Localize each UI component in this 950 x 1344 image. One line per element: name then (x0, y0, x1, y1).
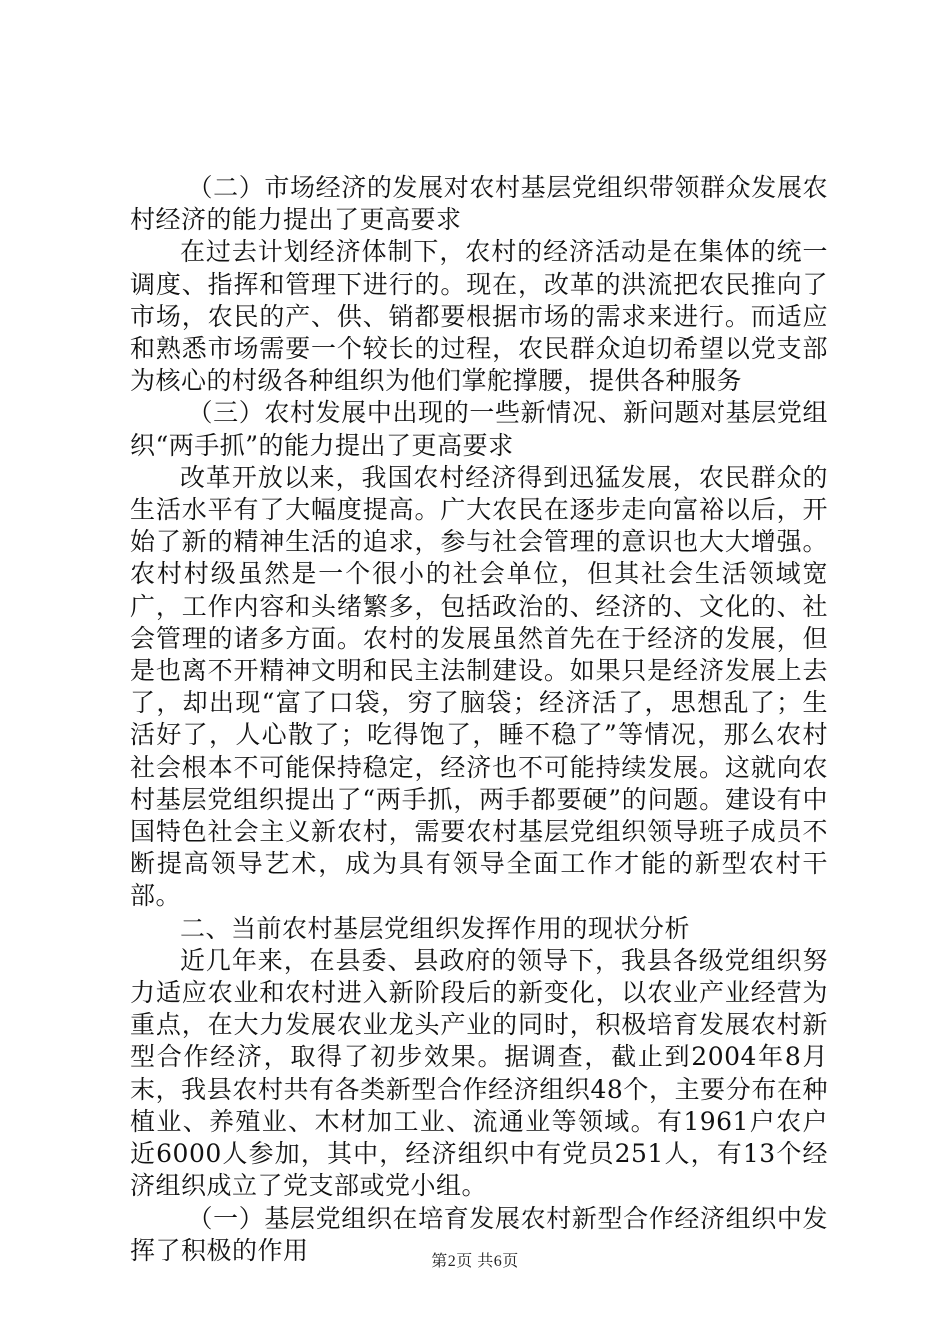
paragraph-recent-years: 近几年来，在县委、县政府的领导下，我县各级党组织努力适应农业和农村进入新阶段后的新变化，以农业产业经营为重点，在大力发展农业龙头产业的同时，积极培育发展农村新型合作经济，取得了初步效果。据调查，截止到2004年8月末，我县农村共有各类新型合作经济组织48个，主要分布在种植业、养殖业、木材加工业、流通业等领域。有1961户农户近6000人参加，其中，经济组织中有党员251人，有13个经济组织成立了党支部或党小组。 (130, 945, 828, 1201)
section-heading-positive-role: （一）基层党组织在培育发展农村新型合作经济组织中发挥了积极的作用 (130, 1203, 828, 1265)
page-footer: 第2页 共6页 (431, 1253, 519, 1270)
section-heading-two-hands: （三）农村发展中出现的一些新情况、新问题对基层党组织“两手抓”的能力提出了更高要求 (130, 398, 828, 460)
paragraph-planned-economy: 在过去计划经济体制下，农村的经济活动是在集体的统一调度、指挥和管理下进行的。现在，改革的洪流把农民推向了市场，农民的产、供、销都要根据市场的需求来进行。而适应和熟悉市场需要一个较长的过程，农民群众迫切希望以党支部为核心的村级各种组织为他们掌舵撑腰，提供各种服务 (130, 237, 828, 396)
section-heading-status-analysis: 二、当前农村基层党组织发挥作用的现状分析 (180, 913, 691, 943)
document-body (130, 172, 828, 1267)
section-heading-market-economy: （二）市场经济的发展对农村基层党组织带领群众发展农村经济的能力提出了更高要求 (130, 173, 828, 235)
paragraph-reform-opening: 改革开放以来，我国农村经济得到迅猛发展，农民群众的生活水平有了大幅度提高。广大农民在逐步走向富裕以后，开始了新的精神生活的追求，参与社会管理的意识也大大增强。农村村级虽然是一个很小的社会单位，但其社会生活领域宽广，工作内容和头绪繁多，包括政治的、经济的、文化的、社会管理的诸多方面。农村的发展虽然首先在于经济的发展，但是也离不开精神文明和民主法制建设。如果只是经济发展上去了，却出现“富了口袋，穷了脑袋；经济活了，思想乱了；生活好了，人心散了；吃得饱了，睡不稳了”等情况，那么农村社会根本不可能保持稳定，经济也不可能持续发展。这就向农村基层党组织提出了“两手抓，两手都要硬”的问题。建设有中国特色社会主义新农村，需要农村基层党组织领导班子成员不断提高领导艺术，成为具有领导全面工作才能的新型农村干部。 (130, 462, 828, 911)
